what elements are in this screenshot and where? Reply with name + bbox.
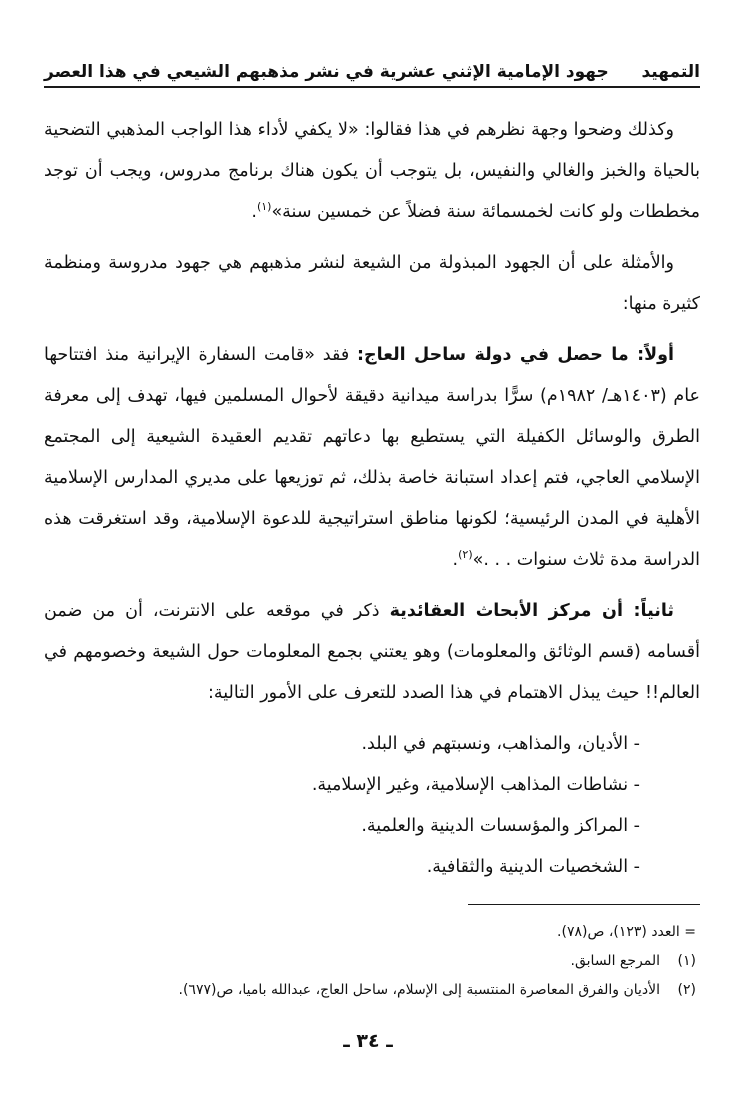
paragraph-text: ذكر في موقعه على الانترنت، أن من ضمن أقسامه (قسم الوثائق والمعلومات) وهو يعتني بجمع المعلومات حول الشيعة وخصومهم في العالم!! حيث يبذل الاهتمام في هذا الصدد للتعرف على الأمور التالية: bbox=[44, 601, 700, 703]
footnote-ref: (٢) bbox=[458, 548, 473, 562]
footnotes bbox=[44, 918, 696, 1005]
list-item: - المراكز والمؤسسات الدينية والعلمية. bbox=[361, 816, 640, 836]
footnote-text: الأديان والفرق المعاصرة المنتسبة إلى الإسلام، ساحل العاج، عبدالله باميا، ص(٦٧٧). bbox=[178, 982, 660, 998]
list-item: - نشاطات المذاهب الإسلامية، وغير الإسلامية. bbox=[311, 775, 640, 795]
footnote-2 bbox=[44, 976, 696, 1005]
footnote-text: المرجع السابق. bbox=[570, 953, 660, 969]
footnote-1 bbox=[44, 947, 696, 976]
footnote-ref: (١) bbox=[256, 200, 272, 214]
paragraph-end: . bbox=[251, 202, 257, 222]
list-item: - الشخصيات الدينية والثقافية. bbox=[426, 857, 640, 877]
running-header bbox=[44, 52, 700, 88]
paragraph bbox=[44, 335, 700, 581]
body-text bbox=[44, 110, 700, 888]
paragraph-end: . bbox=[452, 550, 459, 570]
header-book-title: جهود الإمامية الإثني عشرية في نشر مذهبهم الشيعي في هذا العصر bbox=[44, 62, 609, 82]
paragraph bbox=[44, 591, 700, 714]
list-item: - الأديان، والمذاهب، ونسبتهم في البلد. bbox=[361, 734, 640, 754]
page-number: ـ ٣٤ ـ bbox=[343, 1030, 393, 1052]
header-section-title: التمهيد bbox=[641, 62, 700, 82]
paragraph-text: فقد «قامت السفارة الإيرانية منذ افتتاحها عام (١٤٠٣هـ/ ١٩٨٢م) سرًّا بدراسة ميدانية دقيقة لأحوال المسلمين فيها، تهدف إلى معرفة الطرق والوسائل الكفيلة التي يستطيع بها دعاتهم تقديم العقيدة الشيعية إلى المجتمع الإسلامي العاجي، فتم إعداد استبانة خاصة بذلك، ثم توزيعها على مديري المدارس الإسلامية الأهلية في المدن الرئيسية؛ لكونها مناطق استراتيجية للدعوة الإسلامية، وقد استغرقت هذه الدراسة مدة ثلاث سنوات . . .» bbox=[44, 345, 701, 570]
paragraph-lead: ثانياً: أن مركز الأبحاث العقائدية bbox=[389, 601, 674, 621]
paragraph bbox=[44, 243, 700, 325]
footnote-divider bbox=[468, 904, 700, 905]
paragraph-text: والأمثلة على أن الجهود المبذولة من الشيعة لنشر مذهبهم هي جهود مدروسة ومنظمة كثيرة منها: bbox=[44, 253, 700, 314]
paragraph-text: وكذلك وضحوا وجهة نظرهم في هذا فقالوا: «لا يكفي لأداء هذا الواجب المذهبي التضحية بالحياة والخبز والغالي والنفيس، بل يتوجب أن يكون هناك برنامج مدروس، ويجب أن توجد مخططات ولو كانت لخمسمائة سنة فضلاً عن خمسين سنة» bbox=[44, 120, 700, 222]
footnote-number: (١) bbox=[677, 953, 696, 969]
paragraph bbox=[44, 110, 700, 233]
footnote-continuation: = العدد (١٢٣)، ص(٧٨). bbox=[557, 924, 696, 940]
paragraph-lead: أولاً: ما حصل في دولة ساحل العاج: bbox=[357, 345, 674, 365]
footnote-number: (٢) bbox=[677, 982, 696, 998]
